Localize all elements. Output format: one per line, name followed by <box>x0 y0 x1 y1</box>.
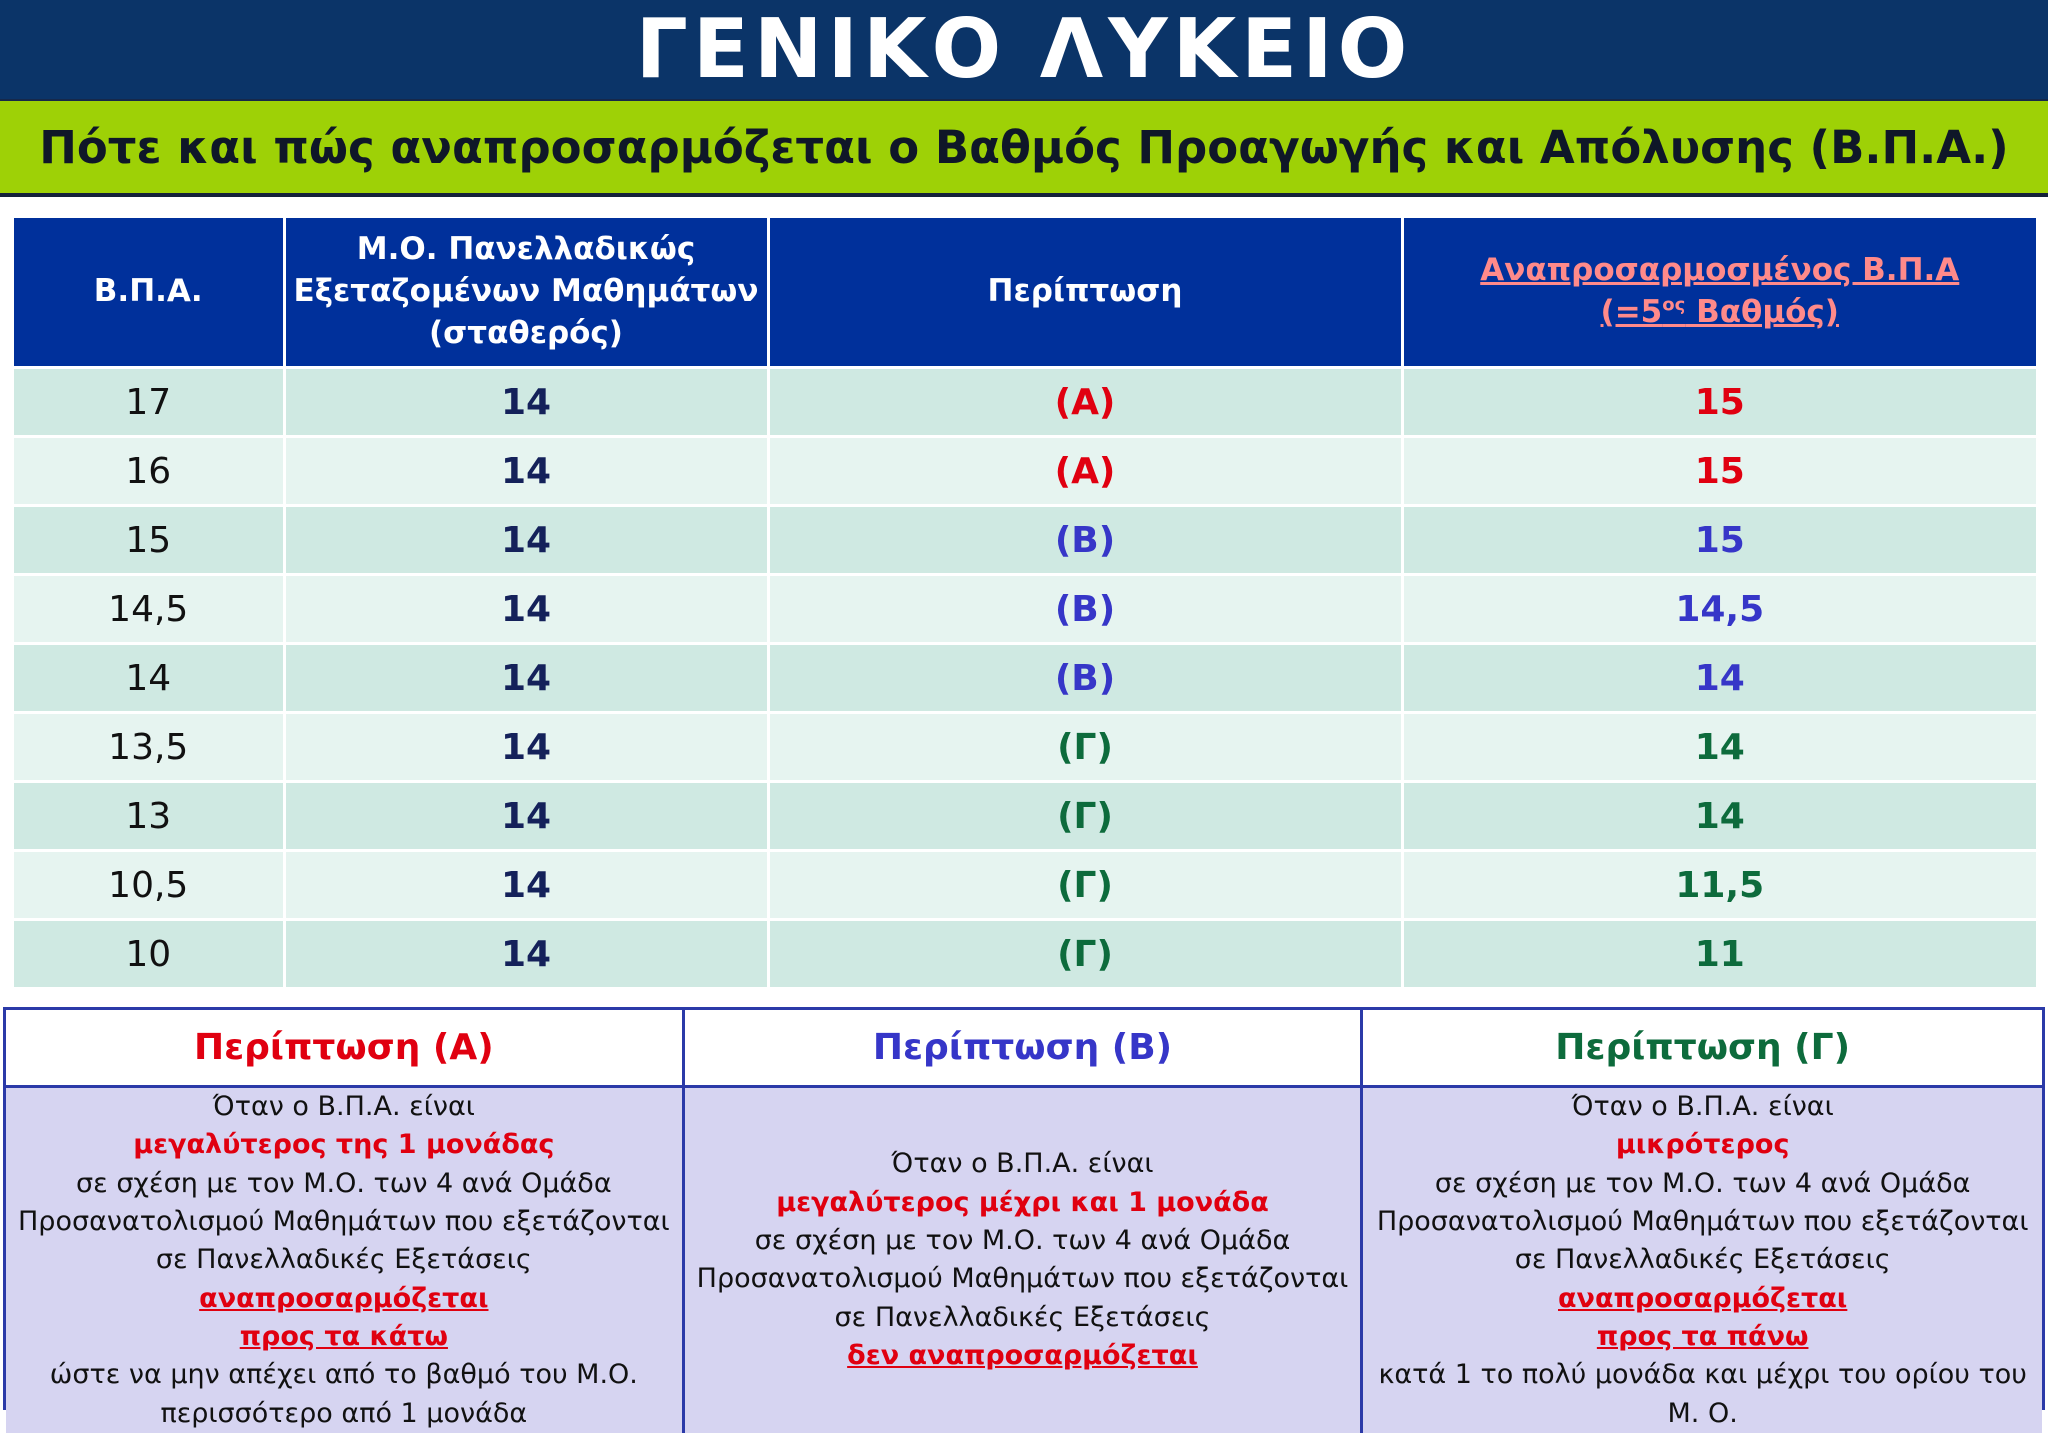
mo-cell: 14 <box>284 713 768 782</box>
case-cell: (Γ) <box>768 851 1402 920</box>
bpa-cell: 13 <box>14 782 284 851</box>
adjusted-bpa-cell: 14 <box>1402 782 2036 851</box>
header-bpa: Β.Π.Α. <box>14 218 284 368</box>
table-row <box>14 368 2036 437</box>
table-row <box>14 851 2036 920</box>
case-cell: (Β) <box>768 506 1402 575</box>
bpa-cell: 13,5 <box>14 713 284 782</box>
table-row <box>14 782 2036 851</box>
mo-cell: 14 <box>284 851 768 920</box>
mo-cell: 14 <box>284 437 768 506</box>
case-b-title: Περίπτωση (Β) <box>685 1010 1364 1088</box>
adjusted-bpa-cell: 15 <box>1402 368 2036 437</box>
case-g-description: Όταν ο Β.Π.Α. είναι μικρότερος σε σχέση με τον Μ.Ο. των 4 ανά Ομάδα Προσανατολισμού Μαθημάτων που εξετάζονται σε Πανελλαδικές Εξετάσεις αναπροσαρμόζεται προς τα πάνω κατά 1 το πολύ μονάδα και μέχρι του ορίου του Μ. Ο. <box>1363 1088 2042 1433</box>
table-header-row <box>14 218 2036 368</box>
cases-panel <box>3 1007 2045 1429</box>
adjusted-bpa-cell: 14 <box>1402 713 2036 782</box>
bpa-cell: 15 <box>14 506 284 575</box>
adjusted-bpa-cell: 15 <box>1402 437 2036 506</box>
case-cell: (Β) <box>768 575 1402 644</box>
bpa-cell: 16 <box>14 437 284 506</box>
page-title: ΓΕΝΙΚΟ ΛΥΚΕΙΟ <box>635 2 1413 97</box>
table-row <box>14 644 2036 713</box>
mo-cell: 14 <box>284 644 768 713</box>
subtitle-bar <box>0 99 2048 197</box>
adjusted-bpa-cell: 11 <box>1402 920 2036 988</box>
title-bar <box>0 0 2048 99</box>
mo-cell: 14 <box>284 368 768 437</box>
table-row <box>14 920 2036 988</box>
adjusted-bpa-cell: 11,5 <box>1402 851 2036 920</box>
table-row <box>14 437 2036 506</box>
mo-cell: 14 <box>284 782 768 851</box>
case-cell: (Β) <box>768 644 1402 713</box>
bpa-cell: 10 <box>14 920 284 988</box>
case-cell: (Γ) <box>768 920 1402 988</box>
case-cell: (Α) <box>768 437 1402 506</box>
bpa-cell: 10,5 <box>14 851 284 920</box>
bpa-cell: 14 <box>14 644 284 713</box>
case-cell: (Α) <box>768 368 1402 437</box>
page-subtitle: Πότε και πώς αναπροσαρμόζεται ο Βαθμός Προαγωγής και Απόλυσης (Β.Π.Α.) <box>39 120 2009 174</box>
mo-cell: 14 <box>284 575 768 644</box>
adjusted-bpa-cell: 14 <box>1402 644 2036 713</box>
table-row <box>14 575 2036 644</box>
case-b-description: Όταν ο Β.Π.Α. είναι μεγαλύτερος μέχρι και 1 μονάδα σε σχέση με τον Μ.Ο. των 4 ανά Ομάδα Προσανατολισμού Μαθημάτων που εξετάζονται σε Πανελλαδικές Εξετάσεις δεν αναπροσαρμόζεται <box>685 1088 1364 1433</box>
header-adjusted-bpa: Αναπροσαρμοσμένος Β.Π.Α ($=5^{o\varsigma}$ Βαθμός) <box>1402 218 2036 368</box>
adjusted-bpa-cell: 14,5 <box>1402 575 2036 644</box>
case-cell: (Γ) <box>768 782 1402 851</box>
table-row <box>14 506 2036 575</box>
mo-cell: 14 <box>284 506 768 575</box>
header-case: Περίπτωση <box>768 218 1402 368</box>
adjusted-bpa-cell: 15 <box>1402 506 2036 575</box>
grade-table <box>14 218 2036 987</box>
case-g-title: Περίπτωση (Γ) <box>1363 1010 2042 1088</box>
mo-cell: 14 <box>284 920 768 988</box>
bpa-cell: 14,5 <box>14 575 284 644</box>
header-mo: Μ.Ο. Πανελλαδικώς Εξεταζομένων Μαθημάτων (σταθερός) <box>284 218 768 368</box>
case-a-description: Όταν ο Β.Π.Α. είναι μεγαλύτερος της 1 μονάδας σε σχέση με τον Μ.Ο. των 4 ανά Ομάδα Προσανατολισμού Μαθημάτων που εξετάζονται σε Πανελλαδικές Εξετάσεις αναπροσαρμόζεται προς τα κάτω ώστε να μην απέχει από το βαθμό του Μ.Ο. περισσότερο από 1 μονάδα <box>6 1088 685 1433</box>
bpa-cell: 17 <box>14 368 284 437</box>
case-cell: (Γ) <box>768 713 1402 782</box>
table-row <box>14 713 2036 782</box>
case-a-title: Περίπτωση (Α) <box>6 1010 685 1088</box>
